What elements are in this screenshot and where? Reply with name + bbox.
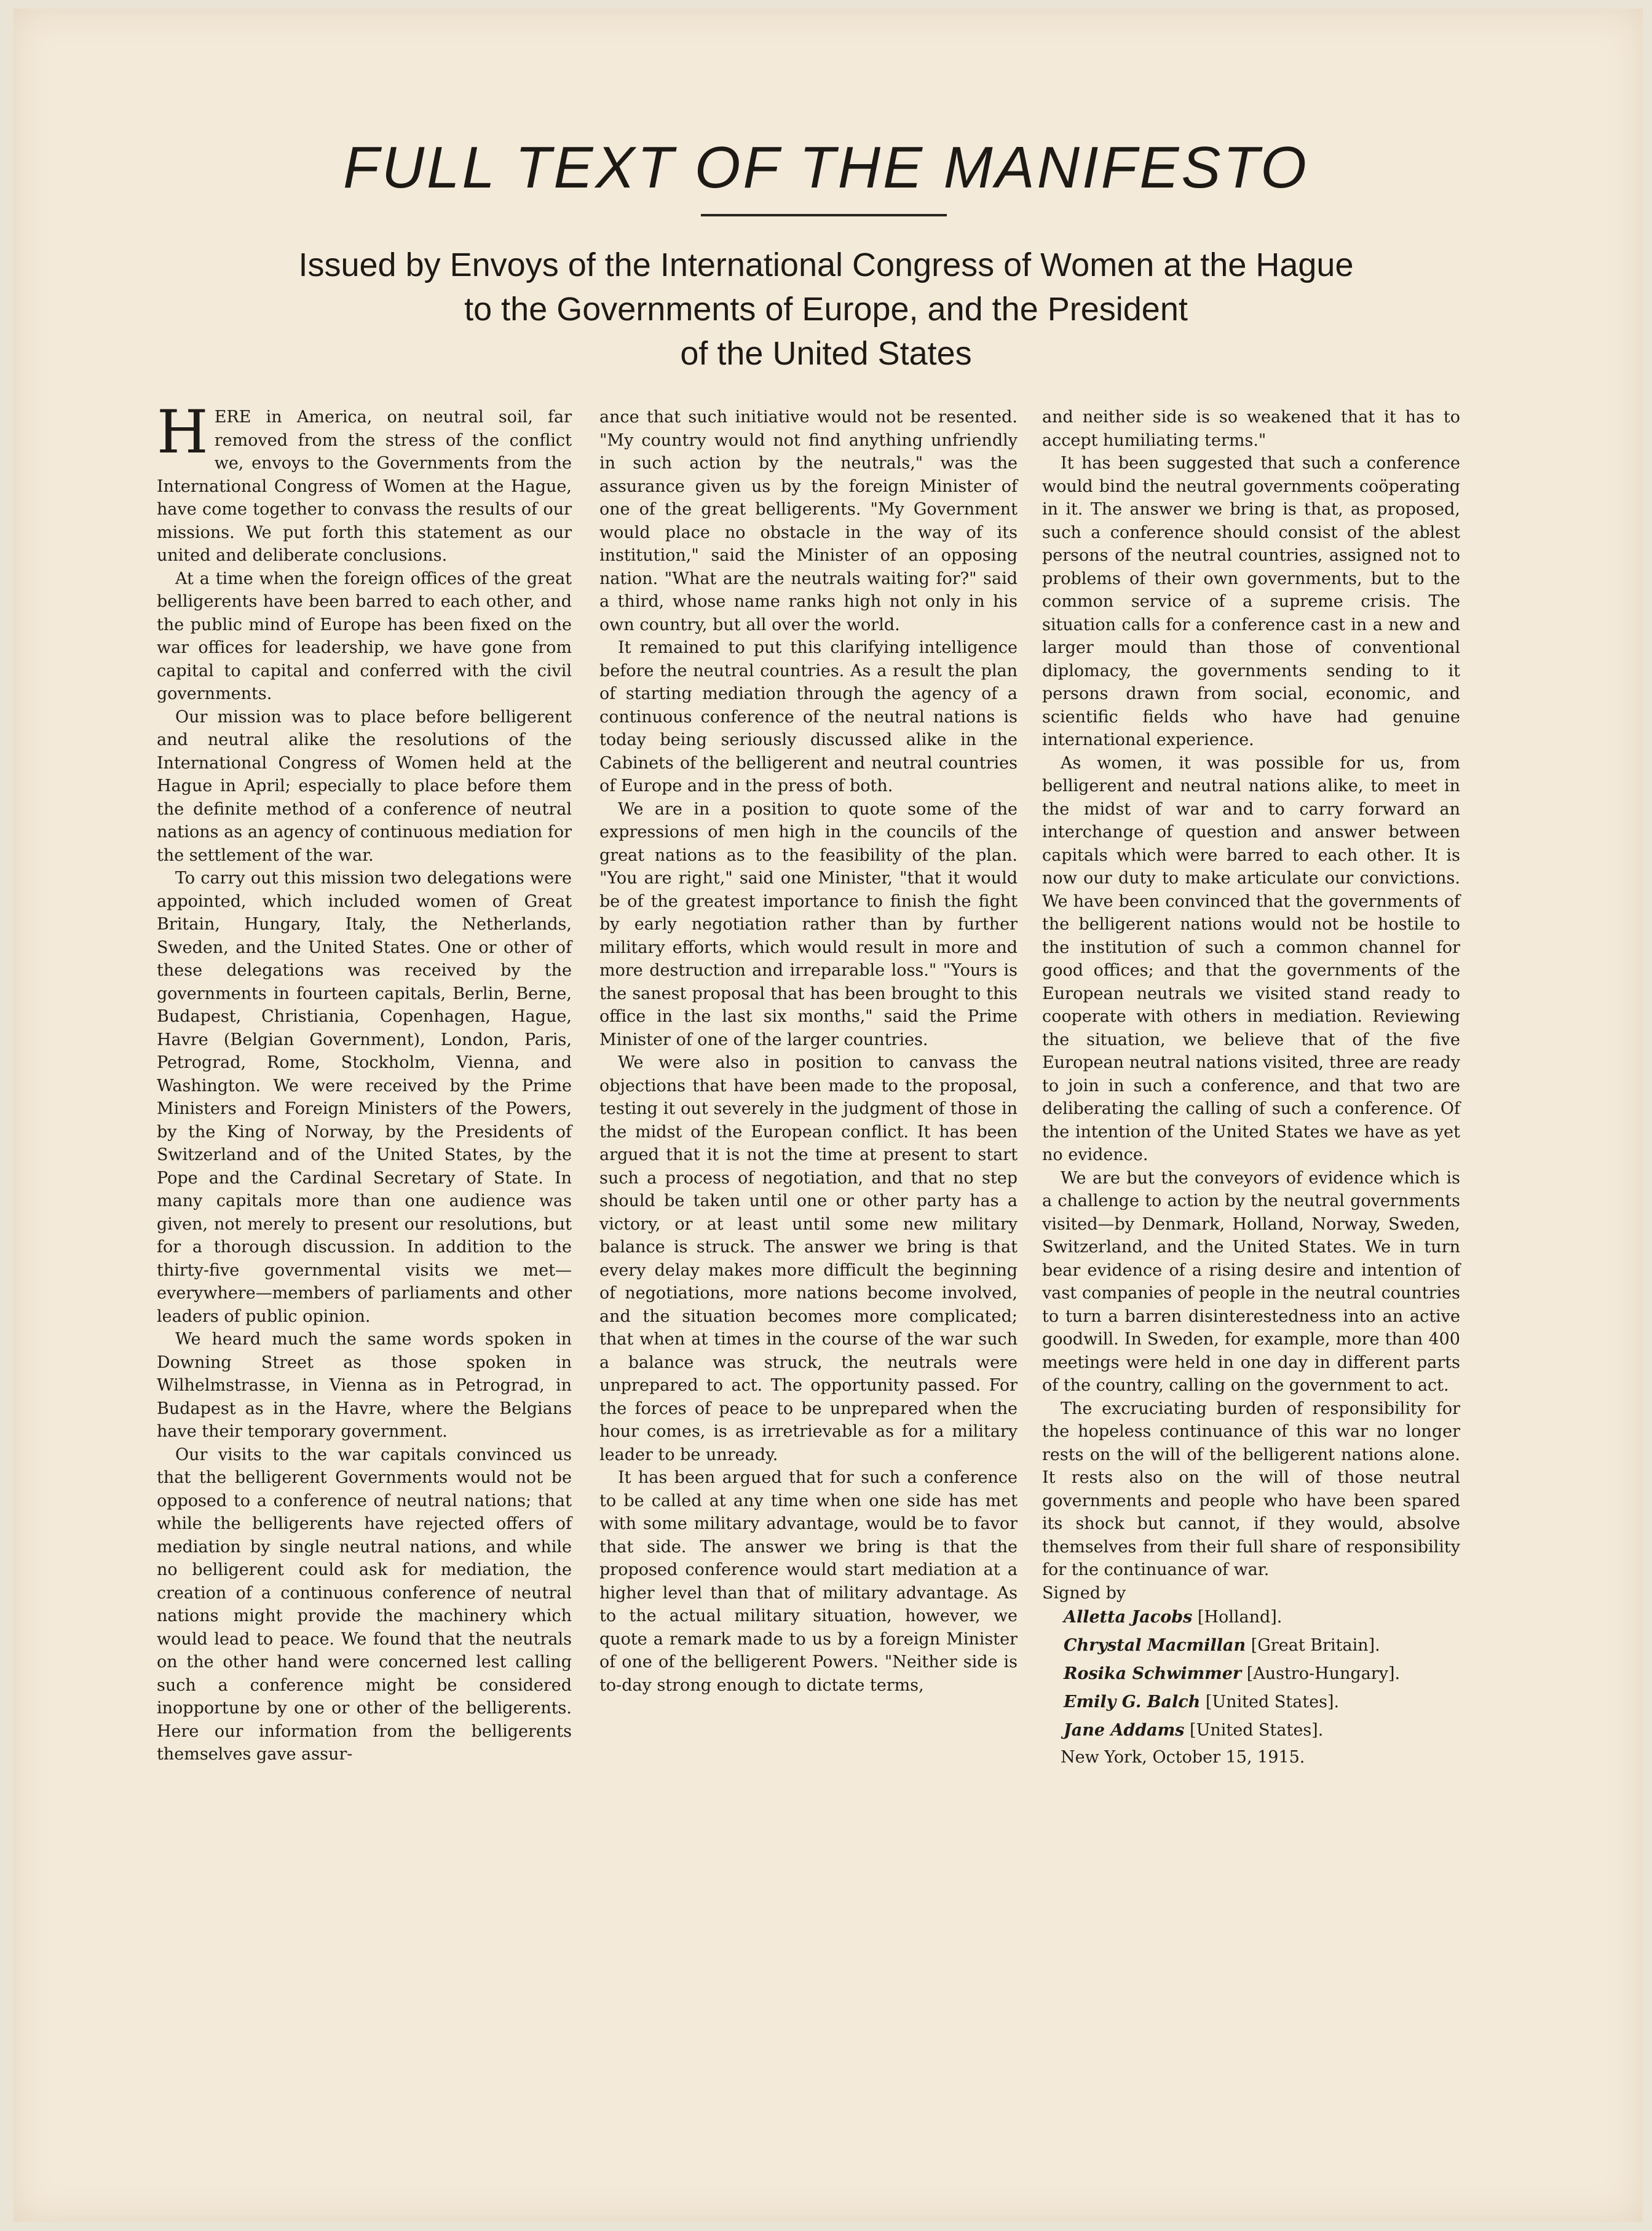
signatory-country: [United States]. <box>1190 1721 1324 1740</box>
paragraph: To carry out this mission two delegations were appointed, which included women of Great Britain, Hungary, Italy, the Netherlands, Sweden, and the United States. One or other of these delegations was received by the governments in fourteen capitals, Berlin, Berne, Budapest, Christiania, Copenhagen, Hague, Havre (Belgian Government), London, Paris, Petrograd, Rome, Stockholm, Vienna, and Washington. We were received by the Prime Ministers and Foreign Ministers of the Powers, by the King of Norway, by the Presidents of Switzerland and of the United States, by the Pope and the Cardinal Secretary of State. In many capitals more than one audience was given, not merely to present our resolutions, but for a thorough discussion. In addition to the thirty-five governmental visits we met—everywhere—members of parliaments and other leaders of public opinion. <box>157 869 572 1326</box>
signatory-country: [Great Britain]. <box>1251 1636 1380 1655</box>
signed-by-label: Signed by <box>1042 1583 1126 1603</box>
paragraph: As women, it was possible for us, from belligerent and neutral nations alike, to meet in the midst of war and to carry forward an interchange of question and answer between capitals which were barred to each other. It is now our duty to make articulate our convictions. We have been convinced that the governments of the belligerent nations would not be hostile to the institution of such a common channel for good offices; and that the governments of the European neutrals we visited stand ready to cooperate with others in mediation. Reviewing the situation, we believe that of the five European neutral nations visited, three are ready to join in such a conference, and that two are deliberating the calling of such a conference. Of the intention of the United States we have as yet no evidence. <box>1042 753 1460 1164</box>
signatory-name: Chrystal Macmillan <box>1064 1636 1246 1655</box>
paragraph: It remained to put this clarifying intelligence before the neutral countries. As a result the plan of starting mediation through the agency of a continuous conference of the neutral nations is today being seriously discussed alike in the Cabinets of the belligerent and neutral countries of Europe and in the press of both. <box>599 638 1018 796</box>
paragraph: It has been suggested that such a conference would bind the neutral governments coöperating in it. The answer we bring is that, as proposed, such a conference should consist of the ablest persons of the neutral countries, assigned not to problems of their own governments, but to the common service of a supreme crisis. The situation calls for a conference cast in a new and larger mould than those of conventional diplomacy, the governments sending to it persons drawn from social, economic, and scientific fields who have had genuine international experience. <box>1042 454 1460 749</box>
paragraph: We heard much the same words spoken in Downing Street as those spoken in Wilhelmstrasse, in Vienna as in Petrograd, in Budapest as in the Havre, where the Belgians have their temporary government. <box>157 1330 572 1441</box>
title-divider <box>701 214 947 216</box>
paragraph: and neither side is so weakened that it has to accept humiliating terms." <box>1042 408 1460 450</box>
paragraph: We are in a position to quote some of the expressions of men high in the councils of the great nations as to the feasibility of the plan. "You are right," said one Minister, "that it would be of the greatest importance to finish the fight by early negotiation rather than by further military efforts, which would result in more and more destruction and irreparable loss." "Yours is the sanest proposal that has been brought to this office in the last six months," said the Prime Minister of one of the larger countries. <box>599 799 1018 1049</box>
signatory <box>1064 1718 1460 1743</box>
signatory-country: [Holland]. <box>1197 1608 1282 1627</box>
paragraph: ance that such initiative would not be resented. "My country would not find anything unfriendly in such action by the neutrals," was the assurance given us by the foreign Minister of one of the great belligerents. "My Government would place no obstacle in the way of its institution," said the Minister of an opposing nation. "What are the neutrals waiting for?" said a third, whose name ranks high not only in his own country, but all over the world. <box>599 408 1018 634</box>
signatory <box>1064 1633 1460 1659</box>
signatory-name: Alletta Jacobs <box>1064 1608 1193 1627</box>
signatory-name: Jane Addams <box>1064 1721 1185 1740</box>
text-column-3 <box>1042 406 1460 1769</box>
drop-cap: H <box>157 398 208 467</box>
signatory <box>1064 1661 1460 1687</box>
signatory-name: Rosika Schwimmer <box>1064 1664 1242 1683</box>
text-column-1 <box>157 398 572 1766</box>
manifesto-title: FULL TEXT OF THE MANIFESTO <box>343 135 1309 200</box>
paragraph: The excruciating burden of responsibility for the hopeless continuance of this war no longer rests on the will of the belligerent nations alone. It rests also on the will of those neutral governments and people who have been spared its shock but cannot, if they would, absolve themselves from their full share of responsibility for the continuance of war. <box>1042 1399 1460 1579</box>
manifesto-subtitle <box>0 243 1652 376</box>
paragraph: Our visits to the war capitals convinced us that the belligerent Governments would not be opposed to a conference of neutral nations; that while the belligerents have rejected offers of mediation by single neutral nations, and while no belligerent could ask for mediation, the creation of a continuous conference of neutral nations might provide the machinery which would lead to peace. We found that the neutrals on the other hand were concerned lest calling such a conference might be considered inopportune by one or other of the belligerents. Here our information from the belligerents themselves gave assur- <box>157 1445 572 1764</box>
signatory <box>1064 1689 1460 1715</box>
signatory-country: [United States]. <box>1205 1692 1340 1712</box>
paragraph-text: ERE in America, on neutral soil, far removed from the stress of the conflict we, envoys to the Governments from the International Congress of Women at the Hague, have come together to convass the results of our missions. We put forth this statement as our united and deliberate conclusions. <box>157 408 572 565</box>
signatory-country: [Austro-Hungary]. <box>1246 1664 1401 1683</box>
paragraph: It has been argued that for such a conference to be called at any time when one side has met with some military advantage, would be to favor that side. The answer we bring is that the proposed conference would start mediation at a higher level than that of military advantage. As to the actual military situation, however, we quote a remark made to us by a foreign Minister of one of the belligerent Powers. "Neither side is to-day strong enough to dictate terms, <box>599 1468 1018 1695</box>
subtitle-line: of the United States <box>680 335 972 372</box>
signatory <box>1064 1605 1460 1630</box>
paragraph: We were also in position to canvass the objections that have been made to the proposal, testing it out severely in the judgment of those in the midst of the European conflict. It has been argued that it is not the time at present to start such a process of negotiation, and that no step should be taken until one or other party has a victory, or at least until some new military balance is struck. The answer we bring is that every delay makes more difficult the beginning of negotiations, more nations become involved, and the situation becomes more complicated; that when at times in the course of the war such a balance was struck, the neutrals were unprepared to act. The opportunity passed. For the forces of peace to be unprepared when the hour comes, is as irretrievable as for a military leader to be unready. <box>599 1053 1018 1464</box>
text-column-2 <box>599 406 1018 1697</box>
dateline: New York, October 15, 1915. <box>1061 1748 1305 1767</box>
paragraph: We are but the conveyors of evidence which is a challenge to action by the neutral governments visited—by Denmark, Holland, Norway, Sweden, Switzerland, and the United States. We in turn bear evidence of a rising desire and intention of vast companies of people in the neutral countries to turn a barren disinterestedness into an active goodwill. In Sweden, for example, more than 400 meetings were held in one day in different parts of the country, calling on the government to act. <box>1042 1168 1460 1395</box>
subtitle-line: Issued by Envoys of the International Congress of Women at the Hague <box>298 247 1354 283</box>
paragraph: At a time when the foreign offices of the great belligerents have been barred to each other, and the public mind of Europe has been fixed on the war offices for leadership, we have gone from capital to capital and conferred with the civil governments. <box>157 569 572 703</box>
paragraph <box>157 398 572 567</box>
subtitle-line: to the Governments of Europe, and the President <box>464 291 1188 328</box>
paragraph: Our mission was to place before belligerent and neutral alike the resolutions of the International Congress of Women held at the Hague in April; especially to place before them the definite method of a conference of neutral nations as an agency of continuous mediation for the settlement of the war. <box>157 707 572 865</box>
signatory-name: Emily G. Balch <box>1064 1692 1201 1712</box>
